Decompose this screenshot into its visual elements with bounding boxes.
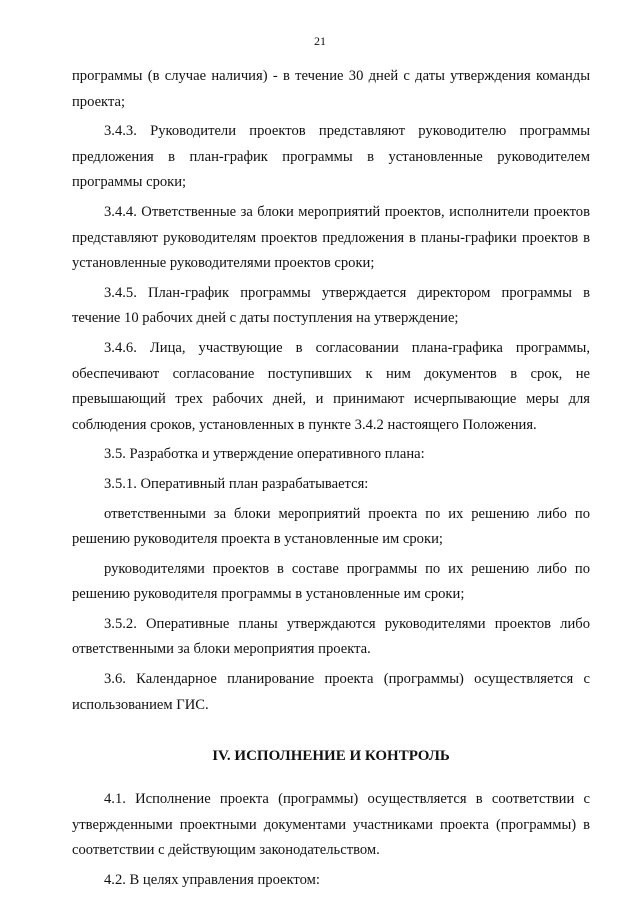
paragraph-3-5-2: 3.5.2. Оперативные планы утверждаются руководителями проектов либо ответственными за блоки мероприятия проекта. xyxy=(72,615,590,658)
paragraph-3-4-6: 3.4.6. Лица, участвующие в согласовании плана-графика программы, обеспечивают согласование поступивших к ним документов в срок, не превышающий трех рабочих дней, и принимают исчерпывающие меры для соблюдения сроков, установленных в пункте 3.4.2 настоящего Положения. xyxy=(72,339,590,433)
paragraph-3-5: 3.5. Разработка и утверждение оперативного плана: xyxy=(104,446,425,463)
paragraph-continuation: программы (в случае наличия) - в течение 30 дней с даты утверждения команды проекта; xyxy=(72,68,590,110)
paragraph-3-5-1-item-1: ответственными за блоки мероприятий проекта по их решению либо по решению руководителя проекта в установленные им сроки; xyxy=(72,505,590,548)
paragraph-4-2: 4.2. В целях управления проектом: xyxy=(104,872,320,889)
section-heading: IV. ИСПОЛНЕНИЕ И КОНТРОЛЬ xyxy=(212,748,450,765)
paragraph-3-4-5: 3.4.5. План-график программы утверждается директором программы в течение 10 рабочих дней с даты поступления на утверждение; xyxy=(72,284,590,327)
paragraph-3-4-4: 3.4.4. Ответственные за блоки мероприятий проектов, исполнители проектов представляют руководителям проектов предложения в планы-графики проектов в установленные руководителями проектов сроки; xyxy=(72,203,590,272)
document-body xyxy=(72,64,590,894)
paragraph-4-1: 4.1. Исполнение проекта (программы) осуществляется в соответствии с утвержденными проектными документами участниками проекта (программы) в соответствии с действующим законодательством. xyxy=(72,791,590,859)
page-number: 21 xyxy=(314,34,326,48)
paragraph-3-5-1: 3.5.1. Оперативный план разрабатывается: xyxy=(104,475,369,492)
paragraph-3-6: 3.6. Календарное планирование проекта (программы) осуществляется с использованием ГИС. xyxy=(72,671,590,713)
paragraph-3-4-3: 3.4.3. Руководители проектов представляют руководителю программы предложения в план-график программы в установленные руководителем программы сроки; xyxy=(72,123,590,191)
paragraph-3-5-1-item-2: руководителями проектов в составе программы по их решению либо по решению руководителя программы в установленные им сроки; xyxy=(72,560,590,603)
